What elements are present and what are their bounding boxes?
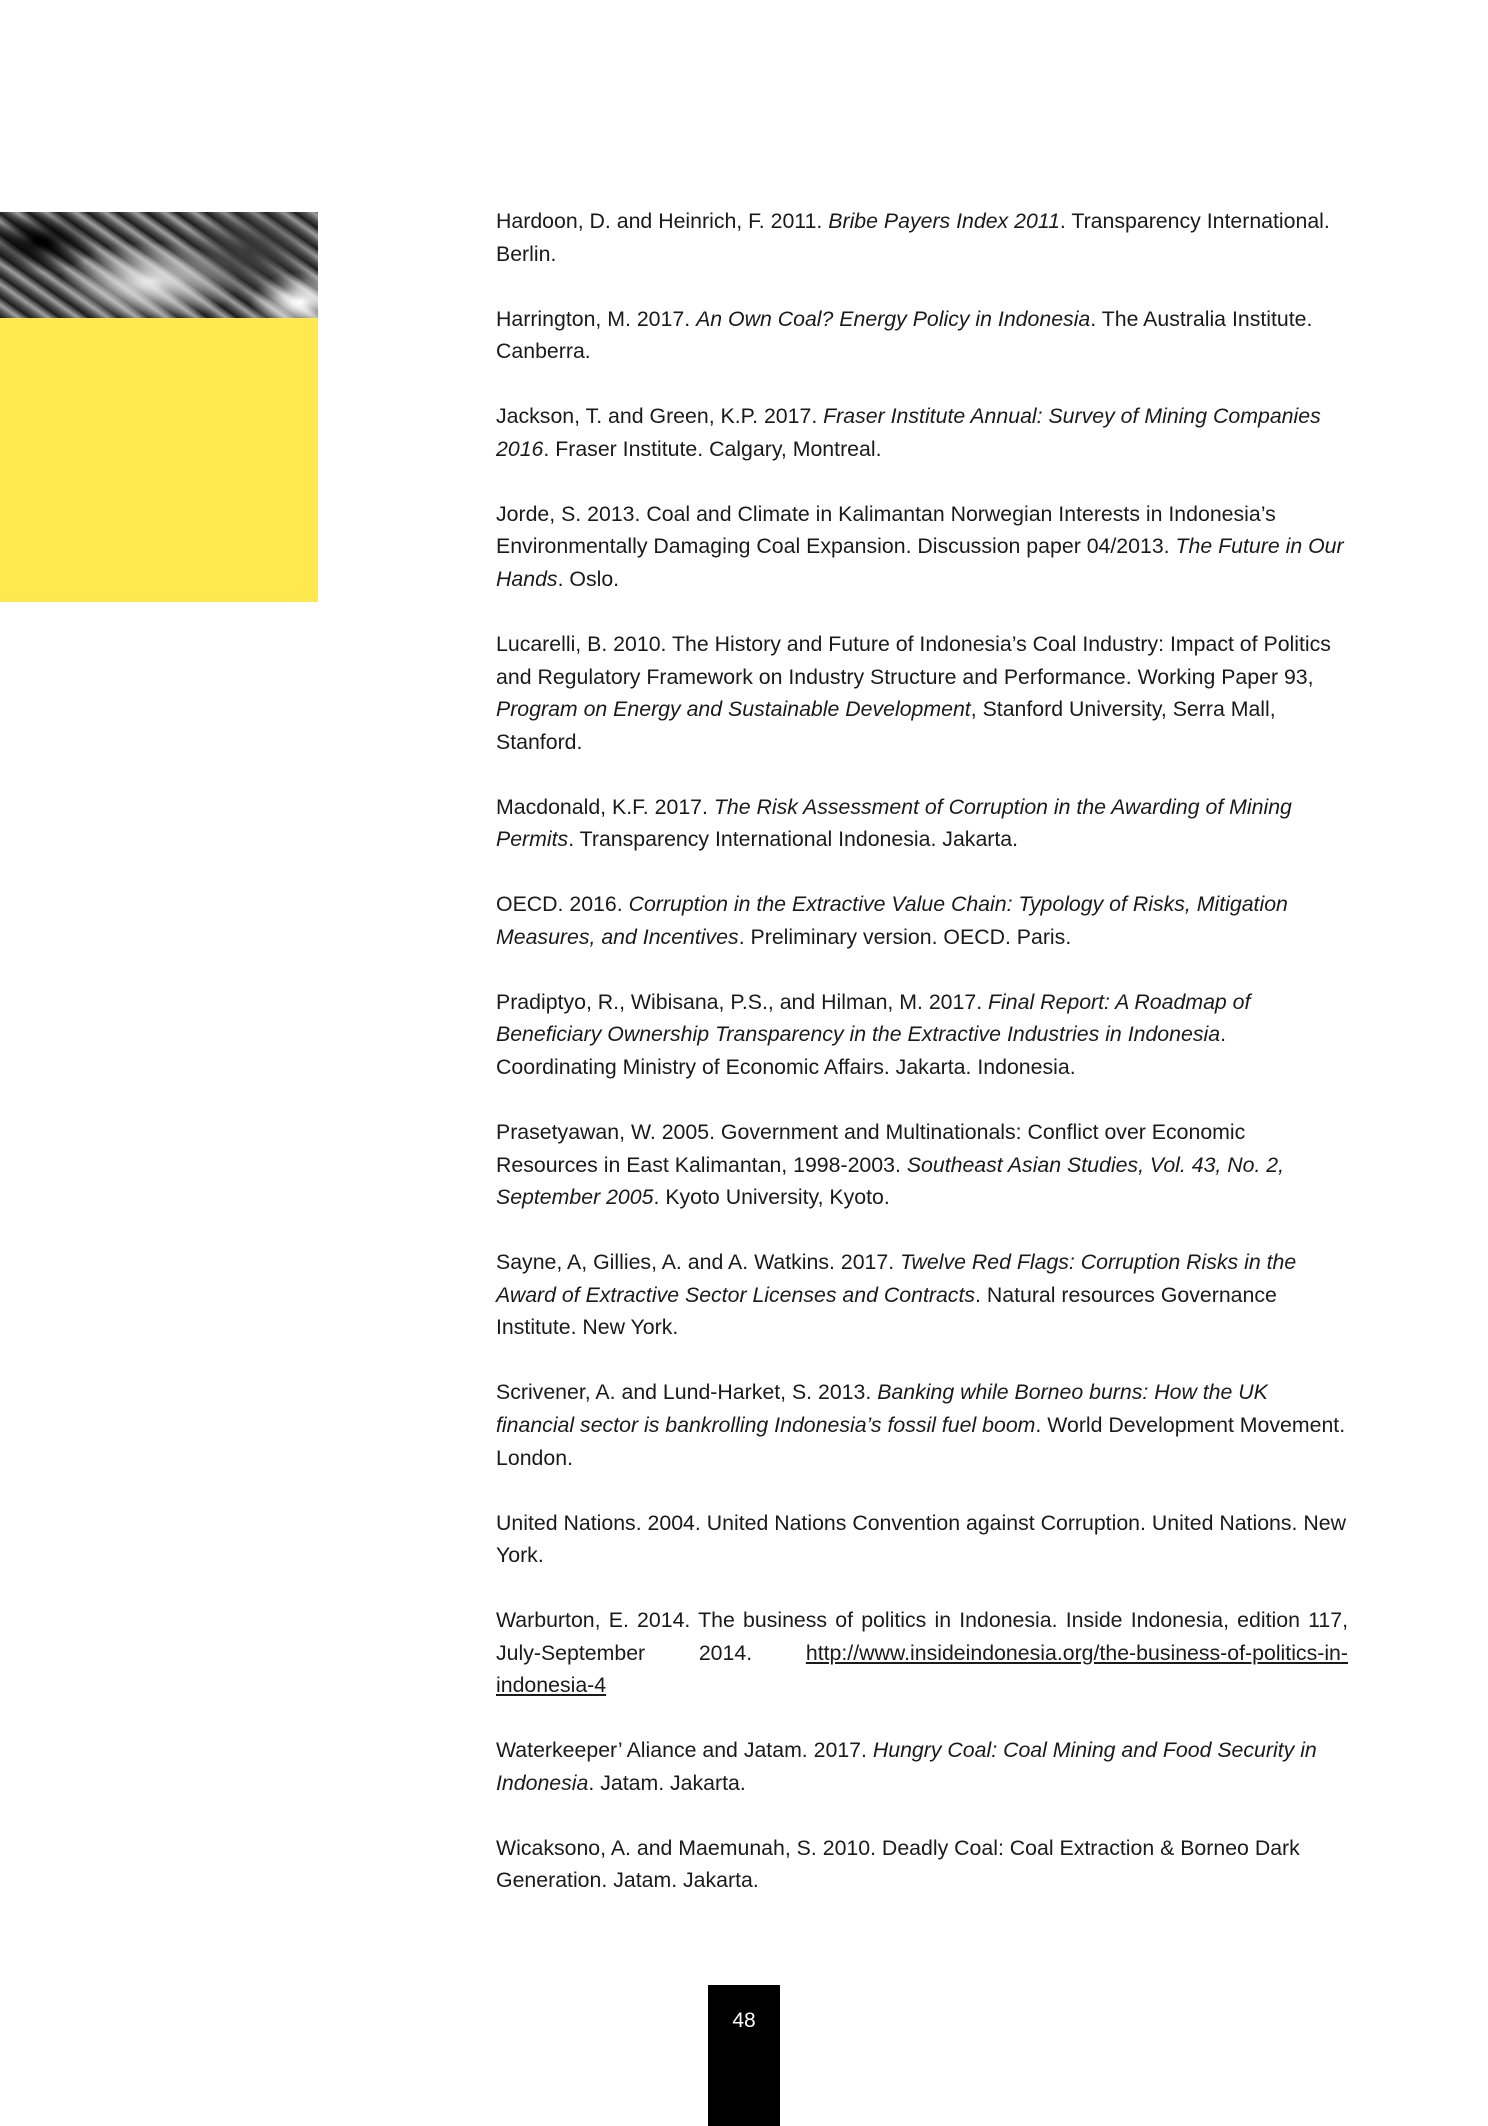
reference-entry (496, 1246, 1348, 1344)
yellow-accent-block (0, 318, 318, 602)
reference-title: The Future in Our Hands (496, 534, 1344, 591)
reference-text: . Transparency International Indonesia. Jakarta. (568, 827, 1019, 852)
reference-title: Banking while Borneo burns: How the UK financial sector is bankrolling Indonesia’s fossil fuel boom (496, 1380, 1268, 1437)
reference-text: Prasetyawan, W. 2005. Government and Multinationals: Conflict over Economic Resources in East Kalimantan, 1998-2003. (496, 1120, 1246, 1177)
reference-text: . Jatam. Jakarta. (588, 1770, 746, 1795)
reference-entry (496, 1507, 1348, 1572)
reference-text: . Fraser Institute. Calgary, Montreal. (543, 436, 882, 461)
reference-text: . Coordinating Ministry of Economic Affairs. Jakarta. Indonesia. (496, 1022, 1226, 1080)
reference-text: . The Australia Institute. Canberra. (496, 306, 1313, 364)
reference-title: Corruption in the Extractive Value Chain: Typology of Risks, Mitigation Measures, and Incentives (496, 892, 1288, 949)
reference-text: United Nations. 2004. United Nations Convention against Corruption. United Nations. New York. (496, 1510, 1346, 1568)
reference-list (496, 205, 1348, 1929)
reference-text: Wicaksono, A. and Maemunah, S. 2010. Deadly Coal: Coal Extraction & Borneo Dark Generation. Jatam. Jakarta. (496, 1835, 1300, 1893)
reference-text: Jorde, S. 2013. Coal and Climate in Kalimantan Norwegian Interests in Indonesia’s Environmentally Damaging Coal Expansion. Discussion paper 04/2013. (496, 501, 1276, 559)
page-number-tab (708, 1985, 780, 2126)
reference-entry (496, 400, 1348, 465)
reference-title: Program on Energy and Sustainable Development (496, 697, 971, 722)
reference-text: Sayne, A, Gillies, A. and A. Watkins. 2017. (496, 1250, 901, 1275)
reference-text: Hardoon, D. and Heinrich, F. 2011. (496, 209, 829, 233)
reference-entry (496, 888, 1348, 953)
reference-text: . Natural resources Governance Institute. New York. (496, 1282, 1277, 1340)
reference-text: Pradiptyo, R., Wibisana, P.S., and Hilman, M. 2017. (496, 989, 989, 1014)
reference-link[interactable]: http://www.insideindonesia.org/the-business-of-politics-in-indonesia-4 (496, 1640, 1348, 1698)
reference-entry (496, 1832, 1348, 1897)
reference-entry (496, 1116, 1348, 1214)
reference-text: . Transparency International. Berlin. (496, 209, 1330, 266)
reference-title: Southeast Asian Studies, Vol. 43, No. 2, September 2005 (496, 1152, 1285, 1210)
reference-text: Harrington, M. 2017. (496, 306, 697, 331)
reference-entry (496, 628, 1348, 758)
reference-text: Jackson, T. and Green, K.P. 2017. (496, 404, 824, 429)
reference-text: Scrivener, A. and Lund-Harket, S. 2013. (496, 1380, 878, 1405)
reference-text: Macdonald, K.F. 2017. (496, 794, 714, 819)
reference-entry (496, 1376, 1348, 1474)
page-number: 48 (732, 2009, 756, 2032)
reference-title: An Own Coal? Energy Policy in Indonesia (696, 306, 1091, 331)
reference-entry (496, 986, 1348, 1084)
reference-text: . Preliminary version. OECD. Paris. (738, 924, 1072, 949)
reference-entry (496, 1604, 1348, 1702)
reference-title: Bribe Payers Index 2011 (828, 209, 1060, 233)
reference-entry (496, 1734, 1348, 1799)
reference-text: . World Development Movement. London. (496, 1412, 1346, 1470)
reference-text: , Stanford University, Serra Mall, Stanford. (496, 697, 1276, 754)
reference-title: Final Report: A Roadmap of Beneficiary Ownership Transparency in the Extractive Industries in Indonesia (496, 989, 1251, 1047)
reference-entry (496, 205, 1348, 270)
reference-text: . Oslo. (557, 566, 620, 591)
reference-text: Waterkeeper’ Aliance and Jatam. 2017. (496, 1738, 873, 1763)
reference-title: Twelve Red Flags: Corruption Risks in the Award of Extractive Sector Licenses and Contracts (496, 1250, 1297, 1307)
reference-entry (496, 303, 1348, 368)
reference-entry (496, 498, 1348, 596)
header-photo (0, 212, 318, 318)
reference-text: . Kyoto University, Kyoto. (653, 1185, 890, 1210)
reference-entry (496, 791, 1348, 856)
reference-text: OECD. 2016. (496, 892, 629, 917)
reference-text: Lucarelli, B. 2010. The History and Future of Indonesia’s Coal Industry: Impact of Politics and Regulatory Framework on Industry Structure and Performance. Working Paper 93, (496, 631, 1331, 689)
reference-title: Fraser Institute Annual: Survey of Mining Companies 2016 (496, 404, 1321, 461)
reference-title: The Risk Assessment of Corruption in the Awarding of Mining Permits (496, 794, 1292, 852)
reference-title: Hungry Coal: Coal Mining and Food Security in Indonesia (496, 1738, 1317, 1795)
reference-text: Warburton, E. 2014. The business of politics in Indonesia. Inside Indonesia, edition 117, July-September 2014. (496, 1608, 1348, 1665)
